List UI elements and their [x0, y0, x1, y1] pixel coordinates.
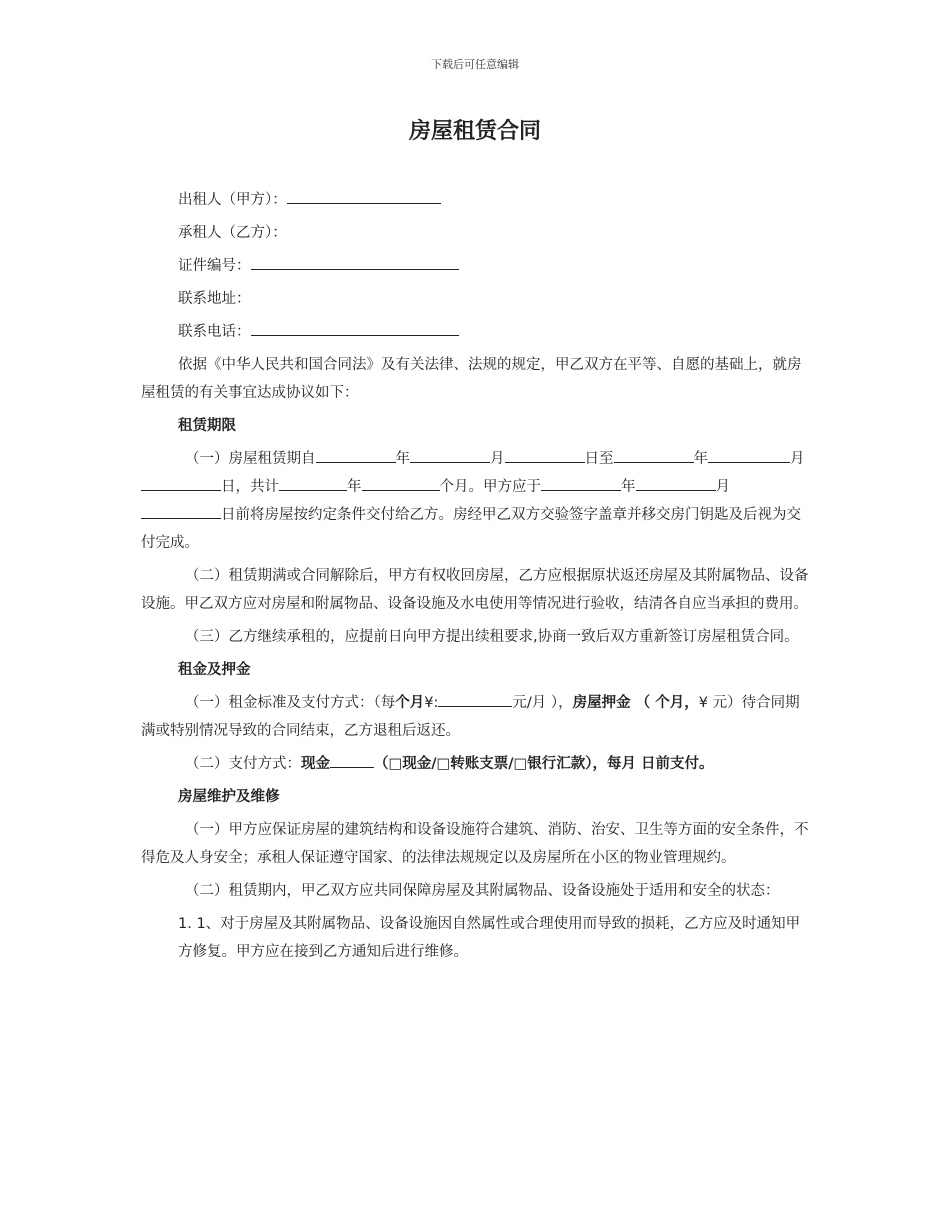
rent-paragraph-1 [141, 689, 809, 745]
rent-period-text: 个月 [395, 695, 425, 711]
rent-text: （一）租金标准及支付方式：（每 [185, 695, 396, 711]
lease-start-year-blank[interactable] [316, 448, 396, 463]
deposit-amount-text: ¥ 元） [698, 695, 742, 711]
lease-start-month-blank[interactable] [410, 448, 490, 463]
field-lessor [141, 186, 809, 214]
handover-month-blank[interactable] [636, 476, 716, 491]
lease-term-text: 年 [621, 479, 636, 495]
section-heading-rent-deposit: 租金及押金 [178, 662, 251, 678]
lease-end-month-blank-continued[interactable] [782, 448, 790, 463]
lease-total-months-blank[interactable] [362, 476, 440, 491]
field-lessee-label: 承租人（乙方）： [178, 225, 287, 241]
field-lessee [141, 219, 809, 247]
lease-start-day-blank[interactable] [505, 448, 585, 463]
maintenance-paragraph-1: （一）甲方应保证房屋的建筑结构和设备设施符合建筑、消防、治安、卫生等方面的安全条件，不得危及人身安全；承租人保证遵守国家、的法律法规规定以及房屋所在小区的物业管理规约。 [141, 822, 809, 866]
field-phone-label: 联系电话： [178, 324, 251, 340]
rent-text: 待合同期满或特别情况导致的合同结束，乙方退租后返还。 [141, 695, 800, 739]
document-title: 房屋租赁合同 [408, 119, 541, 144]
header-note: 下载后可任意编辑 [431, 58, 519, 71]
rent-paragraph-2 [141, 750, 809, 778]
lessor-blank[interactable] [287, 189, 441, 204]
field-id-no-label: 证件编号： [178, 258, 251, 274]
section-heading-lease-term: 租赁期限 [178, 418, 236, 434]
lease-end-day-blank[interactable] [141, 476, 221, 491]
phone-blank[interactable] [251, 321, 459, 336]
lease-term-paragraph-2: （二）租赁期满或合同解除后，甲方有权收回房屋，乙方应根据原状返还房屋及其附属物品、设备设施。甲乙双方应对房屋和附属物品、设备设施及水电使用等情况进行验收，结清各自应当承担的费用。 [141, 568, 809, 612]
lease-term-text: 月 [715, 479, 730, 495]
field-id-no [141, 252, 809, 280]
rent-text: ¥: [424, 695, 439, 711]
lease-term-text: 年 [693, 451, 708, 467]
field-address-label: 联系地址： [178, 291, 251, 307]
field-phone [141, 318, 809, 346]
maintenance-item-1: 1. 1、对于房屋及其附属物品、设备设施因自然属性或合理使用而导致的损耗，乙方应及时通知甲方修复。甲方应在接到乙方通知后进行维修。 [178, 916, 801, 960]
lease-end-year-blank[interactable] [614, 448, 694, 463]
lease-term-text: 日前将房屋按约定条件交付给乙方。房经甲乙双方交验签字盖章并移交房门钥匙及后视为交付完成。 [141, 507, 801, 551]
payment-options-text: （□现金/□转账支票/□银行汇款），每月 日前支付。 [374, 756, 714, 772]
maintenance-paragraph-2: （二）租赁期内，甲乙双方应共同保障房屋及其附属物品、设备设施处于适用和安全的状态： [185, 883, 780, 899]
lease-term-text: （一）房屋租赁期自 [185, 451, 316, 467]
lease-term-text: 个月。甲方应于 [439, 479, 541, 495]
lease-end-month-blank[interactable] [708, 448, 782, 463]
handover-day-blank[interactable] [141, 504, 221, 519]
lease-term-text: 月 [790, 451, 805, 467]
lease-term-text: 日至 [584, 451, 614, 467]
rent-amount-blank[interactable] [438, 692, 512, 707]
id-no-blank[interactable] [251, 255, 459, 270]
lease-term-text: 日，共计 [221, 479, 279, 495]
payment-method-value: 现金 [301, 756, 330, 772]
field-address [141, 285, 809, 313]
lease-term-text: 年 [395, 451, 410, 467]
lease-term-text: 年 [347, 479, 362, 495]
payment-method-blank[interactable] [330, 753, 374, 768]
lease-term-paragraph-3: （三）乙方继续承租的，应提前日向甲方提出续租要求,协商一致后双方重新签订房屋租赁合同。 [185, 629, 799, 645]
document-body [141, 186, 809, 971]
lease-total-years-blank[interactable] [279, 476, 347, 491]
handover-year-blank[interactable] [541, 476, 621, 491]
section-heading-maintenance: 房屋维护及维修 [178, 789, 280, 805]
lease-term-text: 月 [490, 451, 505, 467]
deposit-text: 房屋押金 （ 个月， [572, 695, 699, 711]
lease-term-paragraph-1 [141, 445, 809, 557]
rent-text: 元/月 ）， [512, 695, 573, 711]
payment-method-label: （二）支付方式： [185, 756, 301, 772]
field-lessor-label: 出租人（甲方）： [178, 192, 287, 208]
intro-paragraph: 依据《中华人民共和国合同法》及有关法律、法规的规定，甲乙双方在平等、自愿的基础上，就房屋租赁的有关事宜达成协议如下： [141, 357, 802, 401]
